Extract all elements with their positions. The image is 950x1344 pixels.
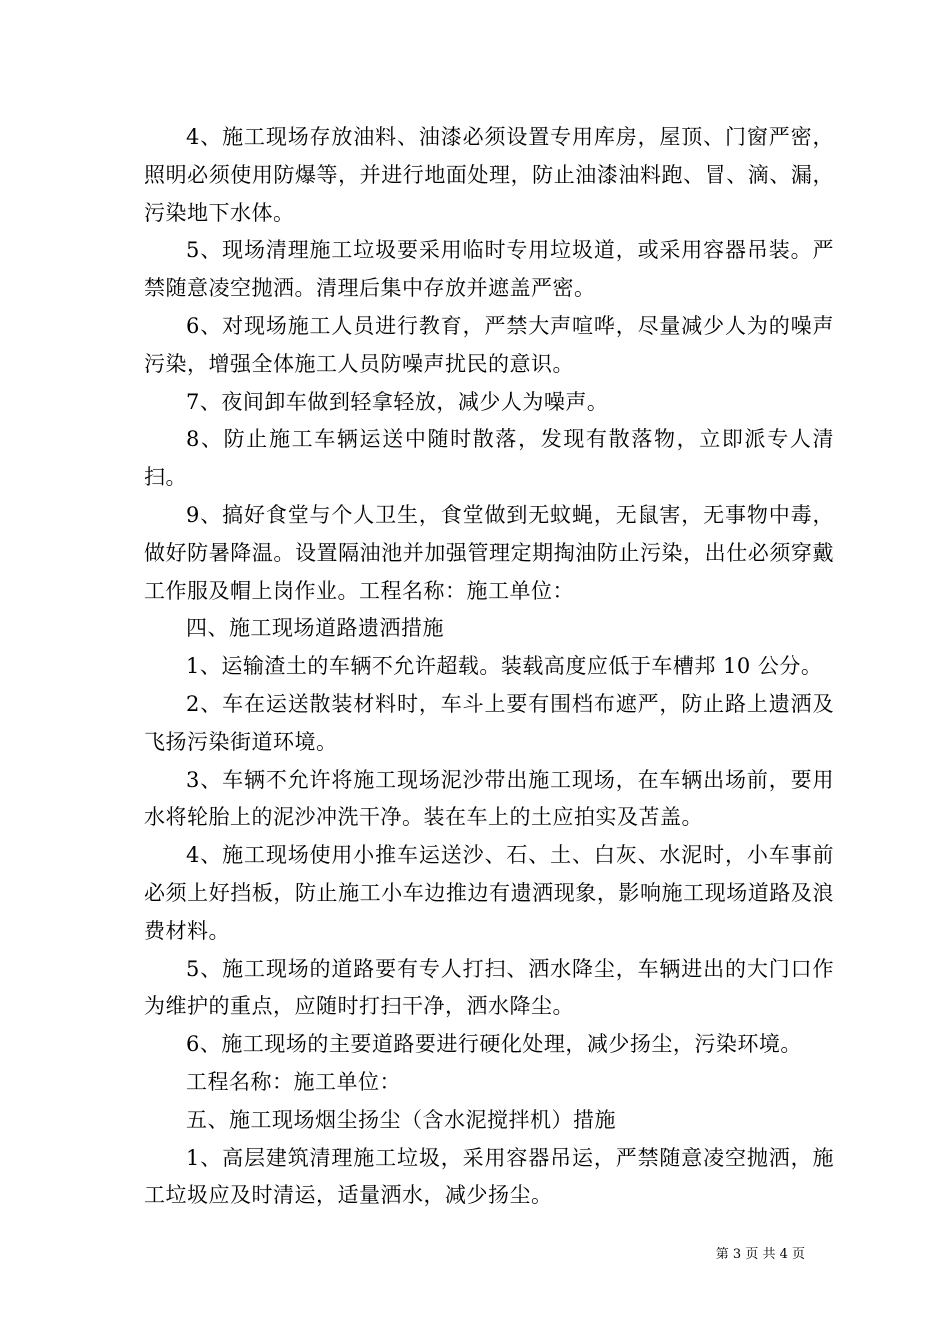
paragraph-item-5-garbage: 5、现场清理施工垃圾要采用临时专用垃圾道，或采用容器吊装。严禁随意凌空抛洒。清理后集中存放并遮盖严密。 bbox=[144, 238, 834, 301]
paragraph-road-6-hardening: 6、施工现场的主要道路要进行硬化处理，减少扬尘，污染环境。 bbox=[186, 1032, 802, 1057]
paragraph-item-6-education: 6、对现场施工人员进行教育，严禁大声喧哗，尽量减少人为的噪声污染，增强全体施工人员防噪声扰民的意识。 bbox=[144, 313, 834, 376]
paragraph-road-5-sweeping: 5、施工现场的道路要有专人打扫、洒水降尘，车辆进出的大门口作为维护的重点，应随时打扫干净，洒水降尘。 bbox=[144, 956, 834, 1019]
paragraph-item-7-unloading: 7、夜间卸车做到轻拿轻放，减少人为噪声。 bbox=[186, 389, 609, 414]
section-heading-road-spill: 四、施工现场道路遗洒措施 bbox=[186, 616, 444, 641]
paragraph-road-3-tire-wash: 3、车辆不允许将施工现场泥沙带出施工现场，在车辆出场前，要用水将轮胎上的泥沙冲洗干净。装在车上的土应拍实及苫盖。 bbox=[144, 767, 834, 830]
paragraph-item-9-canteen: 9、搞好食堂与个人卫生，食堂做到无蚊蝇，无鼠害，无事物中毒，做好防暑降温。设置隔油池并加强管理定期掏油防止污染，出仕必须穿戴工作服及帽上岗作业。工程名称：施工单位： bbox=[144, 502, 834, 603]
paragraph-road-4-trolley: 4、施工现场使用小推车运送沙、石、土、白灰、水泥时，小车事前必须上好挡板，防止施工小车边推边有遗洒现象，影响施工现场道路及浪费材料。 bbox=[144, 843, 834, 943]
section-heading-dust: 五、施工现场烟尘扬尘（含水泥搅拌机）措施 bbox=[186, 1107, 616, 1132]
paragraph-road-2-cover: 2、车在运送散装材料时，车斗上要有围档布遮严，防止路上遗洒及飞扬污染街道环境。 bbox=[144, 691, 834, 754]
project-name-line: 工程名称：施工单位： bbox=[186, 1069, 401, 1094]
paragraph-item-8-scatter: 8、防止施工车辆运送中随时散落，发现有散落物，立即派专人清扫。 bbox=[144, 427, 834, 490]
page-number-footer: 第 3 页 共 4 页 bbox=[715, 1247, 805, 1262]
document-body bbox=[144, 119, 834, 1215]
paragraph-road-1-overload: 1、运输渣土的车辆不允许超载。装载高度应低于车槽邦 10 公分。 bbox=[186, 654, 823, 679]
paragraph-item-4-oil-storage: 4、施工现场存放油料、油漆必须设置专用库房，屋顶、门窗严密，照明必须使用防爆等，并进行地面处理，防止油漆油料跑、冒、滴、漏，污染地下水体。 bbox=[144, 125, 834, 225]
paragraph-dust-1-highrise: 1、高层建筑清理施工垃圾，采用容器吊运，严禁随意凌空抛洒，施工垃圾应及时清运，适量洒水，减少扬尘。 bbox=[144, 1145, 834, 1208]
